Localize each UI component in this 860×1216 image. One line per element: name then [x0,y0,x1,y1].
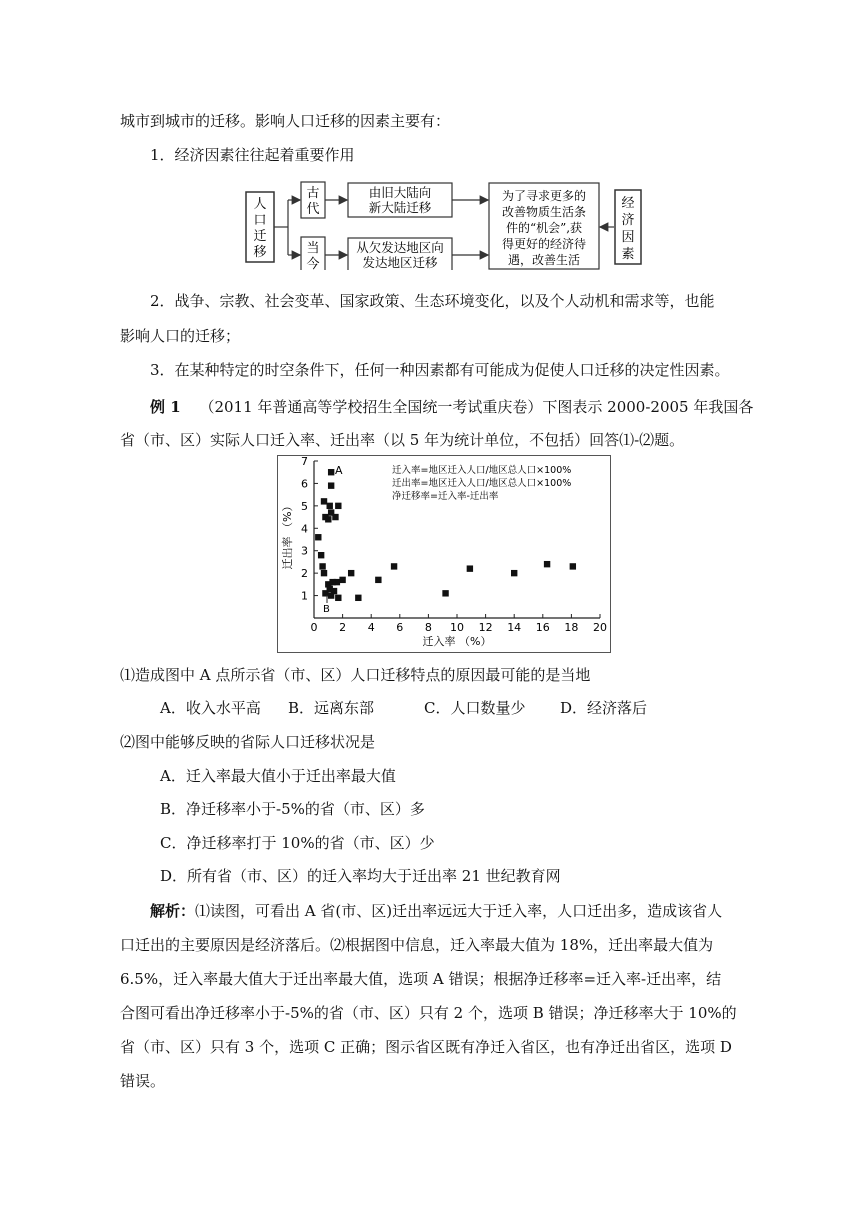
migration-box-char: 口 [253,213,267,228]
scatter-point [339,577,345,583]
scatter-point [570,563,576,569]
q2-option-c: C．净迁移率打于 10%的省（市、区）少 [160,834,435,852]
analysis-line-3: 6.5%，迁入率最大值大于迁出率最大值，选项 A 错误；根据净迁移率=迁入率-迁出率，结 [120,970,722,988]
scatter-point [511,570,517,576]
scatter-point [391,563,397,569]
q1-option-a: A．收入水平高 [160,699,261,717]
x-tick-label: 4 [367,621,375,634]
x-tick-label: 2 [339,621,347,634]
q1-option-c: C．人口数量少 [424,699,526,717]
scatter-point [325,516,331,522]
analysis-line-4: 合图可看出净迁移率小于-5%的省（市、区）只有 2 个，选项 B 错误；净迁移率大于 10%的 [120,1004,737,1022]
scatter-point [335,503,341,509]
point-2-line-2: 影响人口的迁移； [120,327,241,345]
point-1: 1．经济因素往往起着重要作用 [150,146,355,164]
economic-factor-char: 经 [621,196,635,211]
migration-box-char: 人 [253,197,267,212]
analysis-line-6: 错误。 [120,1072,166,1090]
example-label: 例 1 [150,398,181,416]
scatter-point [335,595,341,601]
x-tick-label: 8 [424,621,432,634]
q2-option-a: A．迁入率最大值小于迁出率最大值 [160,767,396,785]
x-tick-label: 10 [450,621,464,634]
x-axis-label: 迁入率 （%） [422,635,492,648]
modern-move-text: 从欠发达地区向 [356,240,444,255]
scatter-point [348,570,354,576]
scatter-point [442,590,448,596]
y-axis-label: 迁出率 （%） [281,500,294,570]
y-tick-label: 3 [301,544,308,558]
legend-line: 净迁移率=迁入率-迁出率 [392,491,499,502]
reason-text: 为了寻求更多的 [501,189,587,203]
legend-line: 迁出率=地区迁入人口/地区总人口×100% [392,478,572,489]
example-line-1 [150,397,753,417]
analysis-label: 解析： [150,902,196,920]
question-1-stem: ⑴造成图中 A 点所示省（市、区）人口迁移特点的原因最可能的是当地 [120,666,591,684]
y-tick-label: 5 [301,499,308,513]
ancient-box-char: 代 [306,202,320,217]
scatter-point [375,577,381,583]
modern-move-text: 发达地区迁移 [362,255,438,270]
migration-box-char: 迁 [253,229,267,244]
scatter-point [319,563,325,569]
example-line-2: 省（市、区）实际人口迁入率、迁出率（以 5 年为统计单位，不包括）回答⑴-⑵题。 [120,431,685,449]
ancient-move-text: 由旧大陆向 [368,185,432,200]
y-tick-label: 2 [301,567,308,581]
x-tick-label: 14 [507,621,522,634]
reason-text: 件的“机会”,获 [505,221,583,235]
analysis-text: ⑴读图，可看出 A 省(市、区)迁出率远远大于迁入率，人口迁出多，造成该省人 [195,902,723,920]
analysis-line-5: 省（市、区）只有 3 个，选项 C 正确；图示省区既有净迁入省区，也有净迁出省区，选项 D [120,1038,732,1056]
economic-factor-char: 因 [621,230,635,245]
scatter-point [328,482,334,488]
example-text: （2011 年普通高等学校招生全国统一考试重庆卷）下图表示 2000-2005 年我国各 [199,398,754,416]
scatter-point [332,514,338,520]
scatter-point [322,590,328,596]
modern-box-char: 当 [306,241,320,256]
q1-option-d: D．经济落后 [560,699,648,717]
reason-text: 遇，改善生活 [507,253,581,267]
q2-option-b: B．净迁移率小于-5%的省（市、区）多 [160,800,425,818]
scatter-point [321,498,327,504]
scatter-point [329,579,335,585]
migration-scatter-chart [277,455,611,653]
x-tick-label: 0 [310,621,318,634]
legend-line: 迁入率=地区迁入人口/地区总人口×100% [392,465,572,476]
q1-option-b: B．远离东部 [288,699,375,717]
scatter-point [544,561,550,567]
scatter-point [328,592,334,598]
point-2-line-1: 2．战争、宗教、社会变革、国家政策、生态环境变化，以及个人动机和需求等，也能 [150,292,715,310]
y-tick-label: 4 [301,522,308,536]
scatter-point [315,534,321,540]
analysis-line-1 [150,901,722,921]
scatter-point [355,595,361,601]
economic-factor-char: 素 [621,247,635,262]
y-tick-label: 6 [301,477,308,491]
x-tick-label: 20 [593,621,607,634]
scatter-point [321,570,327,576]
migration-box-char: 移 [253,245,267,260]
ancient-move-text: 新大陆迁移 [368,200,432,215]
scatter-point [467,565,473,571]
analysis-line-2: 口迁出的主要原因是经济落后。⑵根据图中信息，迁入率最大值为 18%，迁出率最大值为 [120,936,714,954]
economic-factor-char: 济 [621,213,635,228]
reason-text: 得更好的经济待 [501,237,587,251]
point-label-b: B [323,604,330,615]
point-3: 3．在某种特定的时空条件下，任何一种因素都有可能成为促使人口迁移的决定性因素。 [150,361,730,379]
intro-line: 城市到城市的迁移。影响人口迁移的因素主要有： [120,112,451,130]
x-tick-label: 18 [564,621,579,634]
x-tick-label: 6 [396,621,404,634]
economic-factor-diagram [240,180,660,270]
scatter-point [328,469,334,475]
scatter-point [327,503,333,509]
x-tick-label: 16 [535,621,550,634]
point-label-a: A [335,464,343,477]
question-2-stem: ⑵图中能够反映的省际人口迁移状况是 [120,733,376,751]
q2-option-d: D．所有省（市、区）的迁入率均大于迁出率 21 世纪教育网 [160,867,561,885]
reason-text: 改善物质生活条 [501,205,587,219]
ancient-box-char: 古 [306,186,320,201]
scatter-point [318,552,324,558]
x-tick-label: 12 [478,621,493,634]
modern-box-char: 今 [306,257,320,270]
y-tick-label: 1 [301,589,308,603]
y-tick-label: 7 [301,455,308,468]
